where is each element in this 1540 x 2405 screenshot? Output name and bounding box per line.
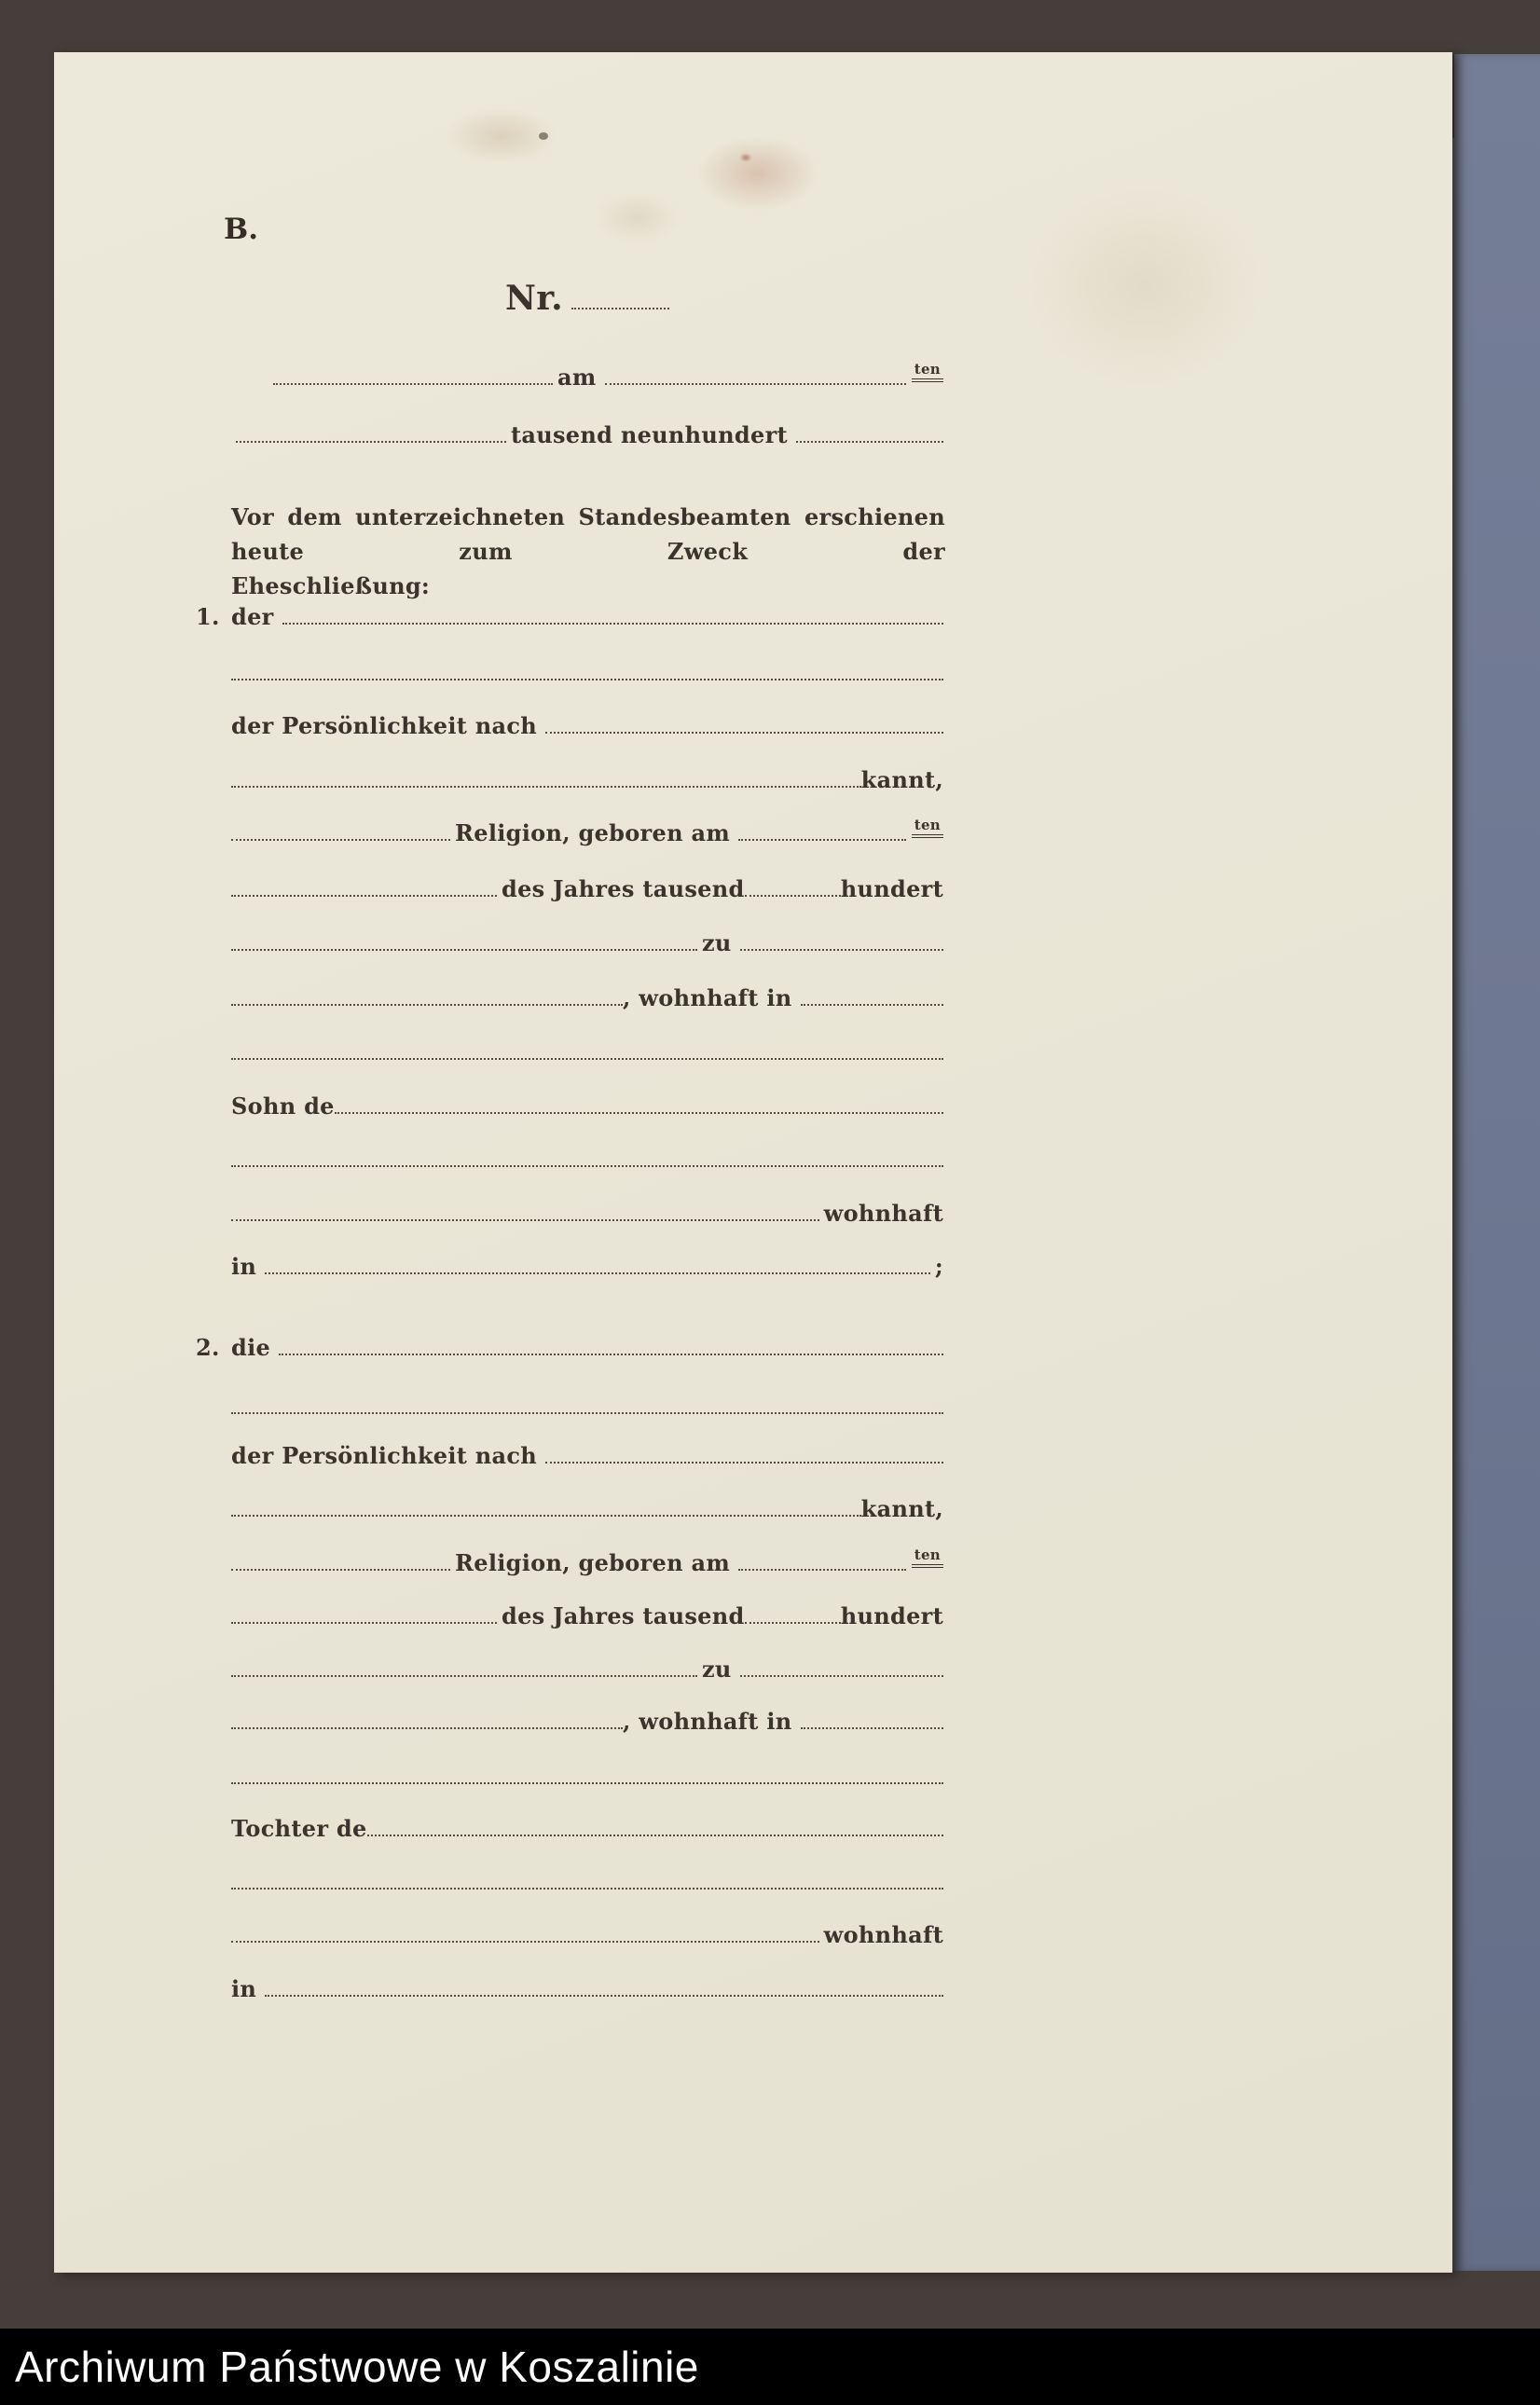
blank-field xyxy=(231,1675,697,1677)
groom-residence-row xyxy=(231,978,943,1010)
groom-birthyear-row xyxy=(231,869,943,900)
blank-field xyxy=(231,1058,943,1060)
line-end: ; xyxy=(934,1253,943,1280)
blank-field xyxy=(605,383,906,385)
blank-field xyxy=(745,895,841,897)
blank-field xyxy=(231,1165,943,1167)
groom-religion-birth-row xyxy=(231,813,943,845)
am-label: am xyxy=(557,364,597,391)
blank-field xyxy=(738,839,906,841)
page-stain xyxy=(697,136,818,211)
bride-kannt-row xyxy=(231,1489,943,1520)
blank-field xyxy=(796,441,943,443)
bride-birthyear-row xyxy=(231,1596,943,1628)
blank-field xyxy=(231,786,861,788)
groom-parent-residence-row xyxy=(231,1246,943,1278)
wohnhaft-label: wohnhaft xyxy=(823,1200,943,1227)
blank-field xyxy=(740,949,943,951)
archive-watermark-bar xyxy=(0,2329,1540,2405)
nr-label: Nr. xyxy=(505,279,564,318)
bride-name-continued-row xyxy=(231,1386,943,1418)
blank-field xyxy=(236,441,506,443)
blank-field xyxy=(801,1004,943,1006)
bride-residence-row xyxy=(231,1701,943,1733)
bride-parent-row xyxy=(231,1808,943,1840)
hundert-suffix: hundert xyxy=(840,1602,943,1629)
blank-field xyxy=(231,1569,450,1571)
blank-field xyxy=(571,308,669,309)
blank-field xyxy=(231,1727,623,1729)
blank-field xyxy=(545,1462,943,1464)
year-row xyxy=(236,415,943,447)
kannt-suffix: kannt, xyxy=(860,766,943,793)
wohnhaft-label: wohnhaft xyxy=(823,1921,943,1948)
bride-identity-row xyxy=(231,1436,943,1467)
blank-field xyxy=(231,839,450,841)
intro-line1: Vor dem unterzeichneten Standesbeamten erschienen heute zum Zweck der xyxy=(231,503,945,565)
bride-residence-continued-row xyxy=(231,1756,943,1788)
groom-residence-continued-row xyxy=(231,1032,943,1064)
intro-line2: Eheschließung: xyxy=(231,572,431,599)
bride-religion-birth-row xyxy=(231,1543,943,1574)
bride-parent-wohnhaft-row xyxy=(231,1915,943,1946)
identity-label: der Persönlichkeit nach xyxy=(231,1442,538,1469)
groom-name-row xyxy=(196,597,943,628)
kannt-suffix: kannt, xyxy=(860,1495,943,1522)
page-stain xyxy=(739,153,752,162)
parent-label: Tochter de xyxy=(231,1815,367,1842)
bride-name-row xyxy=(196,1327,943,1359)
groom-number: 1. xyxy=(196,603,220,630)
zu-label: zu xyxy=(702,929,732,956)
groom-article: der xyxy=(231,603,274,630)
year-label: des Jahres tausend xyxy=(502,1602,745,1629)
blank-field xyxy=(231,1622,497,1624)
date-suffix: ten xyxy=(912,1548,943,1568)
date-suffix: ten xyxy=(912,818,943,838)
blank-field xyxy=(231,1782,943,1784)
zu-label: zu xyxy=(702,1656,732,1683)
page-stain xyxy=(539,132,548,140)
groom-name-continued-row xyxy=(231,653,943,684)
bride-parent-continued-row xyxy=(231,1862,943,1893)
in-label: in xyxy=(231,1975,257,2002)
blank-field xyxy=(231,1888,943,1890)
bride-number: 2. xyxy=(196,1334,220,1361)
bride-article: die xyxy=(231,1334,271,1361)
groom-identity-row xyxy=(231,706,943,737)
blank-field xyxy=(801,1727,943,1729)
wohnhaft-in-label: , wohnhaft in xyxy=(623,984,792,1011)
record-number-row xyxy=(505,274,669,318)
blank-field xyxy=(740,1675,943,1677)
groom-parent-continued-row xyxy=(231,1139,943,1171)
bride-parent-residence-row xyxy=(231,1969,943,2000)
page-stain xyxy=(595,192,679,243)
groom-parent-row xyxy=(231,1086,943,1118)
date-suffix: ten xyxy=(912,363,943,382)
archive-watermark-text: Archiwum Państwowe w Koszalinie xyxy=(15,2343,699,2391)
page-stain xyxy=(1024,183,1266,388)
blank-field xyxy=(265,1995,943,1997)
blank-field xyxy=(738,1569,906,1571)
blank-field xyxy=(231,1219,819,1221)
in-label: in xyxy=(231,1253,257,1280)
blank-field xyxy=(745,1622,841,1624)
blank-field xyxy=(367,1835,943,1836)
underlying-page-edge xyxy=(1451,54,1540,2271)
blank-field xyxy=(545,732,943,734)
blank-field xyxy=(273,383,553,385)
blank-field xyxy=(231,895,497,897)
blank-field xyxy=(231,1941,819,1943)
page-stain xyxy=(446,108,557,164)
year-prefix-label: tausend neunhundert xyxy=(511,421,788,448)
parent-label: Sohn de xyxy=(231,1093,335,1120)
blank-field xyxy=(265,1272,930,1274)
blank-field xyxy=(231,1515,861,1517)
blank-field xyxy=(231,1412,943,1414)
intro-paragraph xyxy=(231,500,945,603)
wohnhaft-in-label: , wohnhaft in xyxy=(623,1708,792,1735)
blank-field xyxy=(335,1112,943,1114)
religion-label: Religion, geboren am xyxy=(455,819,731,846)
blank-field xyxy=(231,949,697,951)
blank-field xyxy=(282,623,943,625)
year-label: des Jahres tausend xyxy=(502,875,745,902)
blank-field xyxy=(279,1354,943,1355)
bride-birthplace-row xyxy=(231,1649,943,1681)
groom-birthplace-row xyxy=(231,923,943,955)
blank-field xyxy=(231,679,943,680)
hundert-suffix: hundert xyxy=(840,875,943,902)
religion-label: Religion, geboren am xyxy=(455,1549,731,1576)
form-corner-letter: B. xyxy=(224,213,258,246)
blank-field xyxy=(231,1004,623,1006)
identity-label: der Persönlichkeit nach xyxy=(231,712,538,739)
groom-kannt-row xyxy=(231,760,943,791)
date-row xyxy=(273,357,943,389)
groom-parent-wohnhaft-row xyxy=(231,1193,943,1225)
